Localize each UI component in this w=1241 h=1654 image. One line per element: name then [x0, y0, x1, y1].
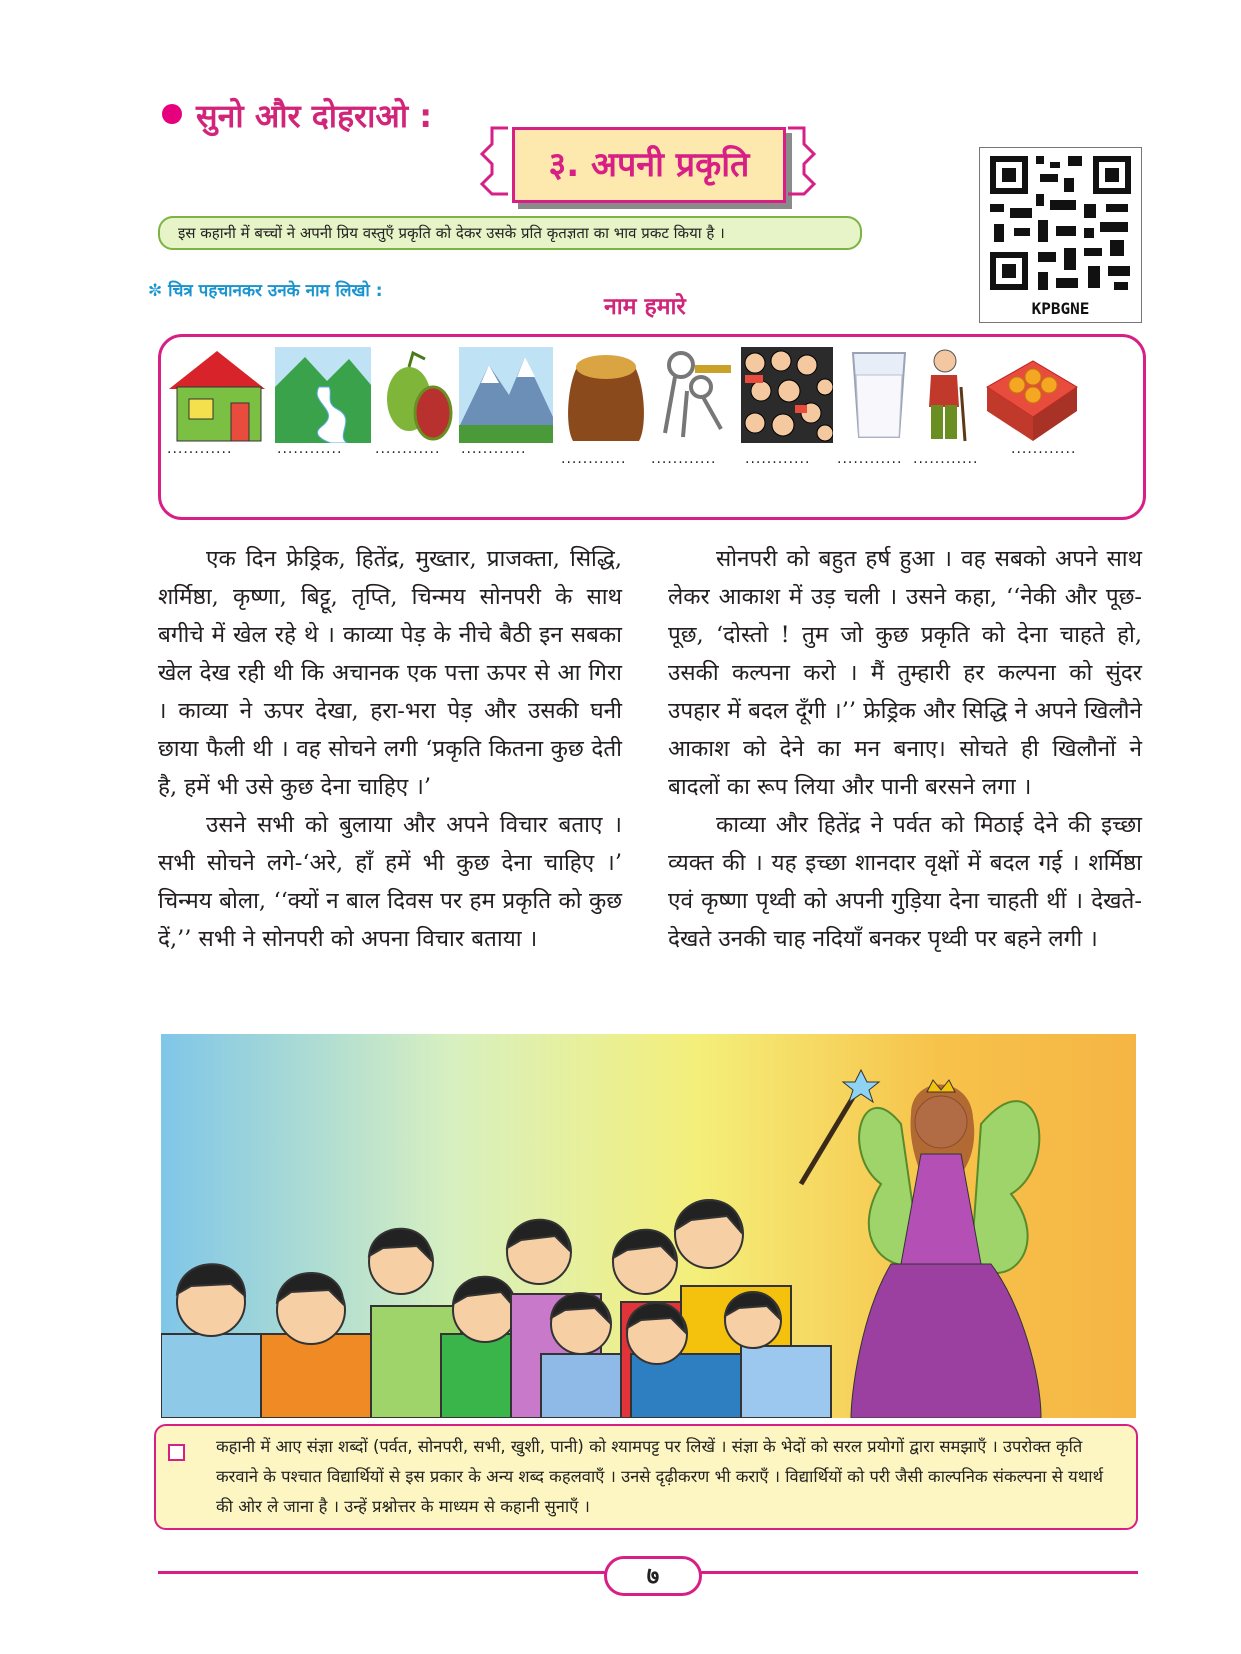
qr-code[interactable] [979, 147, 1142, 323]
sweets-box-icon [983, 347, 1079, 443]
children-and-fairy-illustration [161, 1034, 1136, 1418]
answer-blank[interactable]: ............ [913, 451, 979, 467]
answer-blank[interactable]: ............ [1011, 441, 1077, 457]
qr-code-label: KPBGNE [1031, 299, 1090, 318]
story-paragraph: एक दिन फ्रेड्रिक, हितेंद्र, मुख्तार, प्राजक्ता, सिद्धि, शर्मिष्ठा, कृष्णा, बिट्टू, तृप्ति, चिन्मय सोनपरी के साथ बगीचे में खेल रहे थे । काव्या पेड़ के नीचे बैठी इन सबका खेल देख रही थी कि अचानक एक पत्ता ऊपर से आ गिरा । काव्या ने ऊपर देखा, हरा-भरा पेड़ और उसकी घनी छाया फैली थी । वह सोचने लगी ‘प्रकृति कितना कुछ देती है, हमें भी उसे कुछ देना चाहिए ।’ [158, 546, 622, 800]
lesson-title: ३. अपनी प्रकृति [548, 145, 750, 185]
story-column-right [668, 540, 1142, 958]
page-number: ७ [604, 1556, 702, 1596]
answer-blank[interactable]: ............ [277, 441, 343, 457]
crowd-icon [741, 347, 833, 443]
title-ornament-icon [478, 118, 818, 210]
answer-blank[interactable]: ............ [837, 451, 903, 467]
story-paragraph: सोनपरी को बहुत हर्ष हुआ । वह सबको अपने साथ लेकर आकाश में उड़ चली । उसने कहा, ‘‘नेकी और पूछ-पूछ, ‘दोस्तो ! तुम जो कुछ प्रकृति को देना चाहते हो, उसकी कल्पना करो । मैं तुम्हारी हर कल्पना को सुंदर उपहार में बदल दूँगी ।’’ फ्रेड्रिक और सिद्धि ने अपने खिलौने आकाश को देने का मन बनाए। सोचते ही खिलौनों ने बादलों का रूप लिया और पानी बरसने लगा । [668, 546, 1142, 800]
names-heading: नाम हमारे [604, 294, 686, 320]
story-paragraph: काव्या और हितेंद्र ने पर्वत को मिठाई देने की इच्छा व्यक्त की । यह इच्छा शानदार वृक्षों में बदल गई । शर्मिष्ठा एवं कृष्णा पृथ्वी को अपनी गुड़िया देना चाहती थीं । देखते-देखते उनकी चाह नदियाँ बनकर पृथ्वी पर बहने लगी । [668, 812, 1142, 952]
answer-blank[interactable]: ............ [375, 441, 441, 457]
intro-box [158, 216, 862, 250]
answer-blank[interactable]: ............ [561, 451, 627, 467]
teacher-note-box [154, 1424, 1138, 1530]
section-heading: सुनो और दोहराओ : [162, 94, 432, 137]
mountain-icon [459, 347, 553, 443]
guava-icon [379, 347, 455, 443]
intro-text: इस कहानी में बच्चों ने अपनी प्रिय वस्तुएँ प्रकृति को देकर उसके प्रति कृतज्ञता का भाव प्रकट किया है । [178, 224, 725, 242]
checkbox-icon [168, 1444, 185, 1461]
qr-icon [980, 148, 1141, 298]
bullet-icon [162, 104, 182, 124]
river-icon [275, 347, 371, 443]
answer-blank[interactable]: ............ [651, 451, 717, 467]
old-man-icon [917, 347, 981, 443]
glass-icon [845, 347, 913, 443]
story-column-left [158, 540, 622, 958]
picture-exercise-box [158, 334, 1146, 520]
sack-icon [563, 347, 649, 443]
exercise-instruction: ✼ चित्र पहचानकर उनके नाम लिखो : [148, 281, 383, 301]
answer-blank[interactable]: ............ [745, 451, 811, 467]
answer-blank[interactable]: ............ [461, 441, 527, 457]
teacher-note-text: कहानी में आए संज्ञा शब्दों (पर्वत, सोनपरी, सभी, खुशी, पानी) को श्यामपट्ट पर लिखें । संज्ञा के भेदों को सरल प्रयोगों द्वारा समझाएँ । उपरोक्त कृति करवाने के पश्चात विद्यार्थियों से इस प्रकार के अन्य शब्द कहलवाएँ । उनसे दृढ़ीकरण भी कराएँ । विद्यार्थियों को परी जैसी काल्पनिक संकल्पना से यथार्थ की ओर ले जाना है । उन्हें प्रश्नोत्तर के माध्यम से कहानी सुनाएँ । [216, 1437, 1104, 1516]
story-illustration [161, 1034, 1136, 1418]
house-icon [167, 347, 269, 443]
story-paragraph: उसने सभी को बुलाया और अपने विचार बताए । सभी सोचने लगे-‘अरे, हाँ हमें भी कुछ देना चाहिए ।’ चिन्मय बोला, ‘‘क्यों न बाल दिवस पर हम प्रकृति को कुछ दें,’’ सभी ने सोनपरी को अपना विचार बताया । [158, 812, 622, 952]
keys-icon [651, 347, 733, 443]
answer-blank[interactable]: ............ [167, 441, 233, 457]
